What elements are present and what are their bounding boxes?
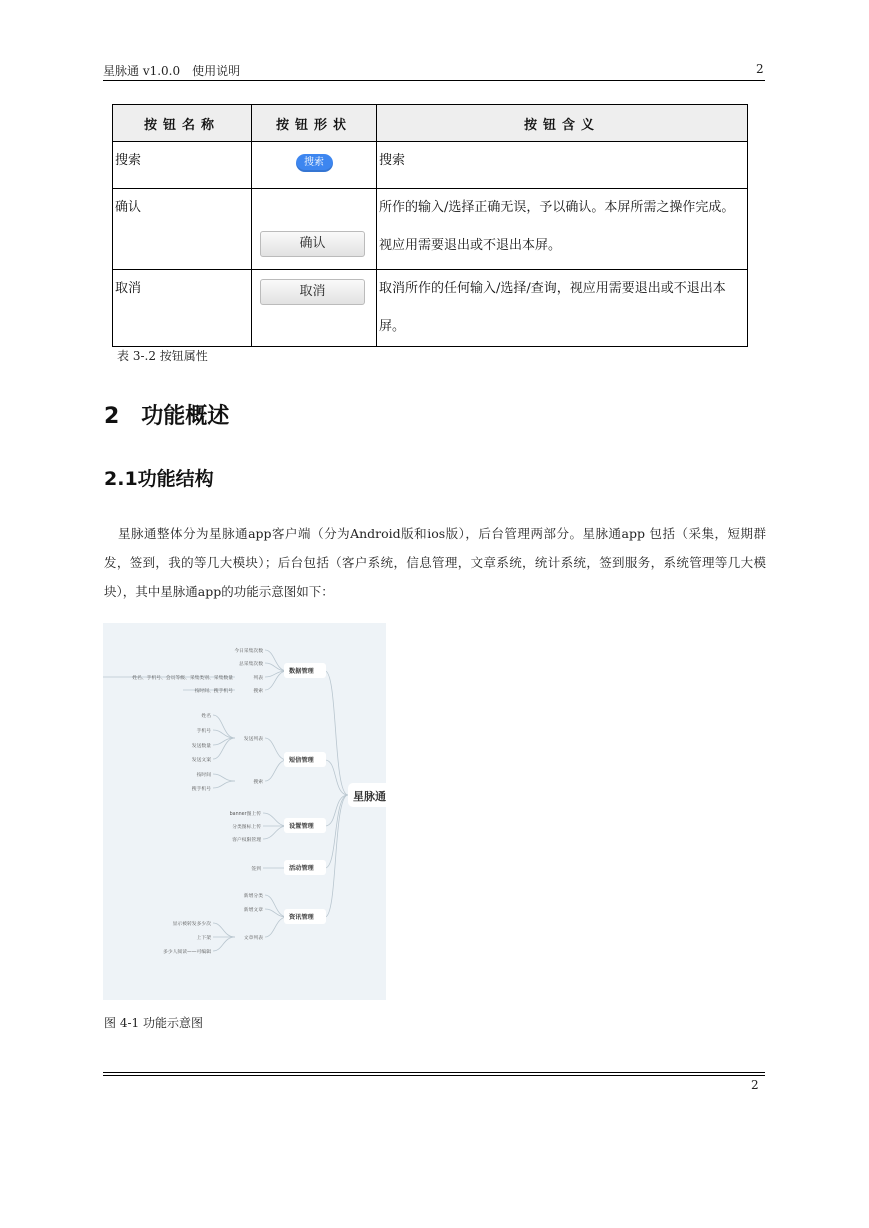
mindmap-leaf: 新增文章: [243, 908, 263, 913]
button-name-cell: 取消: [113, 270, 252, 347]
mindmap-leaf: 今日采集次数: [234, 649, 263, 654]
mindmap-leaf: 姓名: [201, 714, 211, 719]
mindmap-leaf: 发送数量: [191, 744, 211, 749]
mindmap-leaf: 手机号: [196, 729, 211, 734]
table-header-cell: 按钮含义: [377, 105, 748, 142]
mindmap-branch-label: 设置管理: [289, 823, 314, 830]
button-meaning-cell: 取消所作的任何输入/选择/查询，视应用需要退出或不退出本屏。: [377, 270, 748, 347]
mindmap-leaf: 新增分类: [243, 894, 263, 899]
search-button[interactable]: 搜索: [296, 154, 333, 172]
footer-rule: [103, 1072, 765, 1073]
mindmap-leaf: 多少人阅读——可编辑: [163, 950, 211, 955]
button-properties-table: [112, 104, 748, 347]
header-page-number: 2: [756, 62, 764, 76]
header-title: 星脉通 v1.0.0 使用说明: [103, 64, 241, 78]
mindmap-leaf: 分类图标上传: [232, 825, 261, 830]
mindmap-leaf: banner图上传: [229, 812, 261, 817]
section-heading: 2 功能概述: [104, 404, 230, 429]
mindmap-root-label: 星脉通: [353, 790, 386, 803]
mindmap-leaf: 按时间、搜手机号: [194, 689, 233, 694]
function-mindmap: [103, 623, 386, 1000]
button-shape-cell: [252, 189, 377, 270]
table-row: [113, 142, 748, 189]
button-name-cell: 搜索: [113, 142, 252, 189]
button-shape-cell: [252, 142, 377, 189]
mindmap-connectors: [103, 650, 348, 951]
cancel-button[interactable]: 取消: [260, 279, 365, 305]
mindmap-branch-label: 短信管理: [289, 757, 314, 764]
table-row: [113, 270, 748, 347]
mindmap-leaf: 签到: [251, 867, 261, 872]
button-meaning-cell: 所作的输入/选择正确无误，予以确认。本屏所需之操作完成。视应用需要退出或不退出本屏。: [377, 189, 748, 270]
mindmap-leaf: 上下架: [196, 936, 211, 941]
button-meaning-cell: 搜索: [377, 142, 748, 189]
button-shape-cell: [252, 270, 377, 347]
mindmap-branch-label: 活动管理: [289, 865, 314, 872]
table-row: [113, 189, 748, 270]
mindmap-leaf: 文章列表: [243, 936, 263, 941]
body-paragraph: 星脉通整体分为星脉通app客户端（分为Android版和ios版），后台管理两部分。星脉通app 包括（采集，短期群发，签到，我的等几大模块）；后台包括（客户系统，信息管理，文章系统，统计系统，签到服务，系统管理等几大模块），其中星脉通app的功能示意图如下：: [104, 526, 766, 599]
mindmap-leaf: 总采集次数: [239, 662, 263, 667]
mindmap-leaf: 搜手机号: [191, 787, 211, 792]
mindmap-leaf: 发送列表: [243, 737, 263, 742]
table-caption: 表 3-.2 按钮属性: [117, 349, 208, 363]
footer-rule: [103, 1075, 765, 1076]
figure-caption: 图 4-1 功能示意图: [104, 1016, 203, 1030]
mindmap-branch-label: 资讯管理: [289, 914, 314, 921]
button-name-cell: 确认: [113, 189, 252, 270]
mindmap-leaf: 客户权限管理: [232, 838, 261, 843]
mindmap-leaf: 姓名、手机号、会员等级、采集类别、采集数量: [132, 676, 233, 681]
mindmap-leaf: 发送文案: [191, 758, 211, 763]
header-rule: [103, 80, 765, 81]
confirm-button[interactable]: 确认: [260, 231, 365, 257]
mindmap-leaf: 搜索: [253, 780, 263, 785]
mindmap-leaf: 搜索: [253, 689, 263, 694]
mindmap-leaf: 按时间: [196, 773, 211, 778]
subsection-heading: 2.1功能结构: [104, 468, 214, 490]
table-header-row: [113, 105, 748, 142]
mindmap-branch-label: 数据管理: [289, 668, 314, 675]
table-header-cell: 按钮形状: [252, 105, 377, 142]
mindmap-leaf: 显示被转发多少次: [172, 922, 211, 927]
table-header-cell: 按钮名称: [113, 105, 252, 142]
footer-page-number: 2: [751, 1078, 759, 1092]
mindmap-leaf: 列表: [253, 676, 263, 681]
